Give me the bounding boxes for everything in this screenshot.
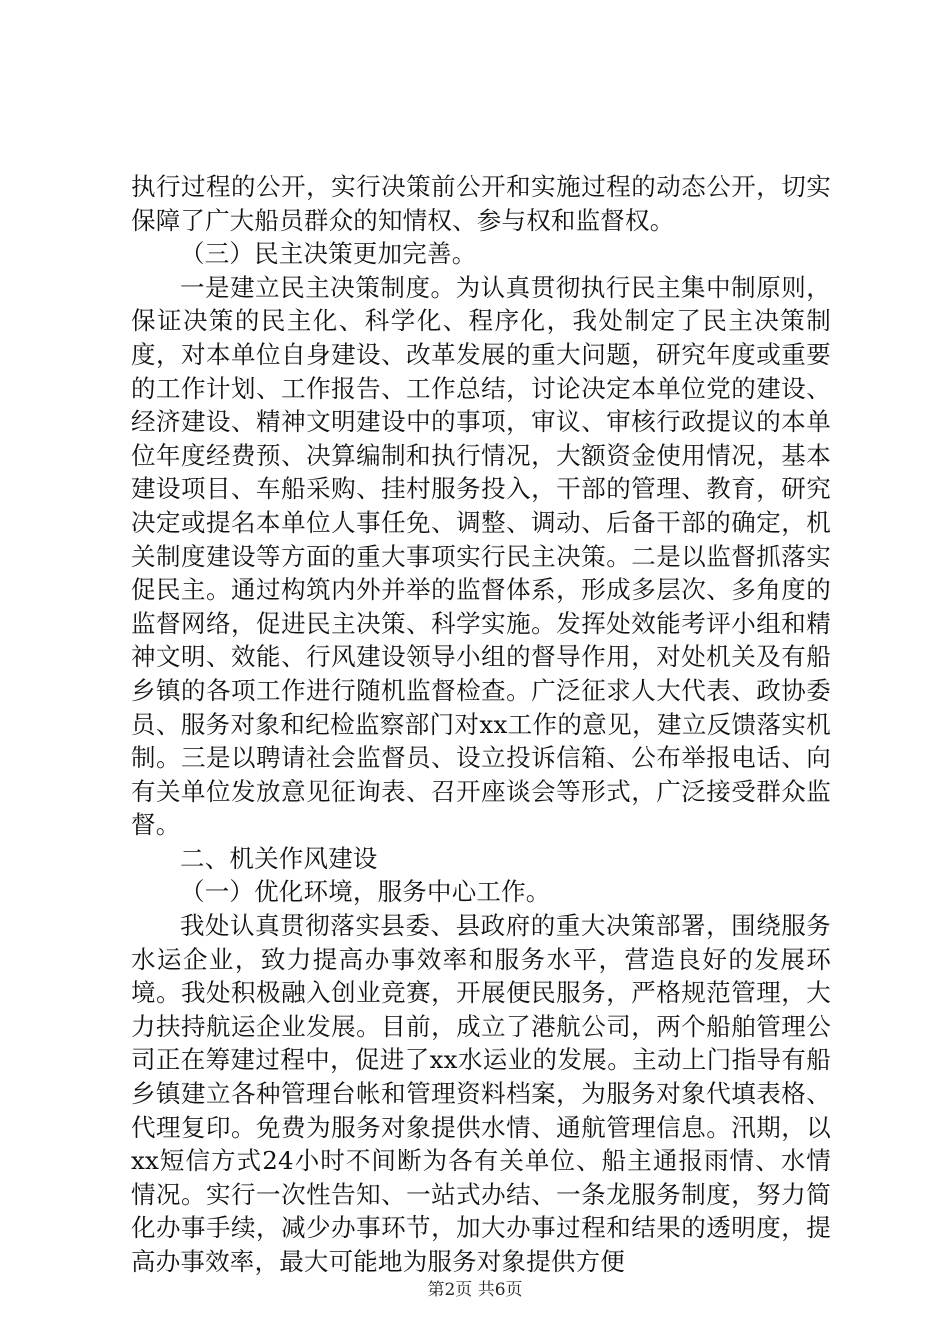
paragraph-1: 执行过程的公开，实行决策前公开和实施过程的动态公开，切实保障了广大船员群众的知情权、参与权和监督权。 <box>131 172 831 235</box>
paragraph-democratic-decision: 一是建立民主决策制度。为认真贯彻执行民主集中制原则，保证决策的民主化、科学化、程序化，我处制定了民主决策制度，对本单位自身建设、改革发展的重大问题，研究年度或重要的工作计划、工作报告、工作总结，讨论决定本单位党的建设、经济建设、精神文明建设中的事项，审议、审核行政提议的本单位年度经费预、决算编制和执行情况，大额资金使用情况，基本建设项目、车船采购、挂村服务投入，干部的管理、教育，研究决定或提名本单位人事任免、调整、调动、后备干部的确定，机关制度建设等方面的重大事项实行民主决策。二是以监督抓落实促民主。通过构筑内外并举的监督体系，形成多层次、多角度的监督网络，促进民主决策、科学实施。发挥处效能考评小组和精神文明、效能、行风建设领导小组的督导作用，对处机关及有船乡镇的各项工作进行随机监督检查。广泛征求人大代表、政协委员、服务对象和纪检监察部门对xx工作的意见，建立反馈落实机制。三是以聘请社会监督员、设立投诉信箱、公布举报电话、向有关单位发放意见征询表、召开座谈会等形式，广泛接受群众监督。 <box>131 272 831 840</box>
section-heading-3: （三）民主决策更加完善。 <box>180 239 477 269</box>
document-body <box>131 170 831 1279</box>
chapter-heading-2: 二、机关作风建设 <box>180 843 378 873</box>
section-heading-1: （一）优化环境，服务中心工作。 <box>180 877 551 907</box>
paragraph-optimize-environment: 我处认真贯彻落实县委、县政府的重大决策部署，围绕服务水运企业，致力提高办事效率和服务水平，营造良好的发展环境。我处积极融入创业竞赛，开展便民服务，严格规范管理，大力扶持航运企业发展。目前，成立了港航公司，两个船舶管理公司正在筹建过程中，促进了xx水运业的发展。主动上门指导有船乡镇建立各种管理台帐和管理资料档案，为服务对象代填表格、代理复印。免费为服务对象提供水情、通航管理信息。汛期，以xx短信方式24小时不间断为各有关单位、船主通报雨情、水情情况。实行一次性告知、一站式办结、一条龙服务制度，努力简化办事手续，减少办事环节，加大办事过程和结果的透明度，提高办事效率，最大可能地为服务对象提供方便 <box>131 911 831 1276</box>
page-footer: 第2页 共6页 <box>427 1280 523 1300</box>
